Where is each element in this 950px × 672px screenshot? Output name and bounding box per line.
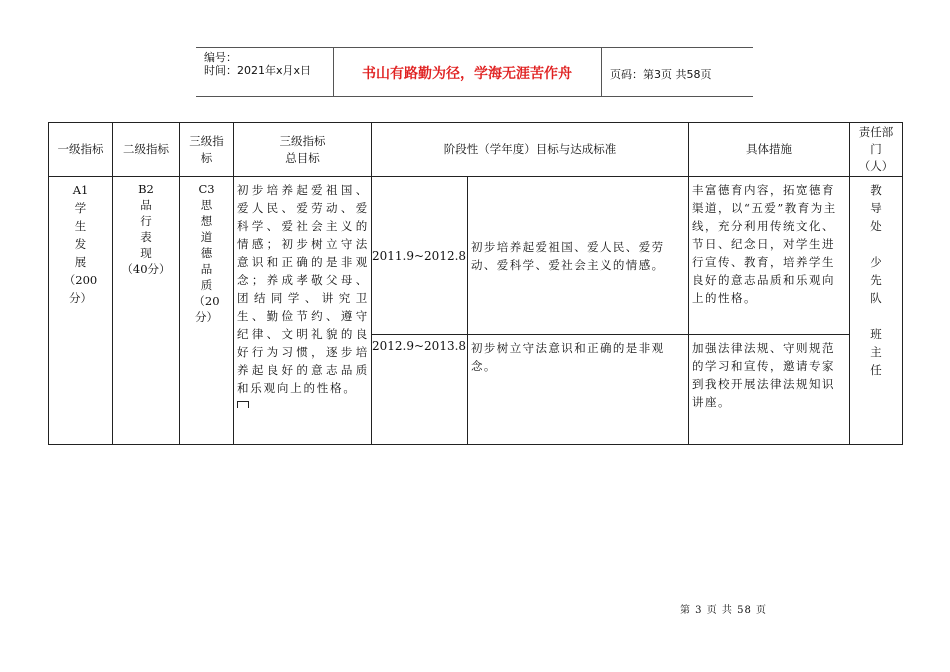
indicator-table — [48, 122, 903, 445]
measures-cell: 加强法律法规、守则规范的学习和宣传，邀请专家到我校开展法律法规知识讲座。 — [689, 335, 850, 445]
page-header — [196, 47, 753, 97]
period-cell: 2011.9~2012.8 — [372, 177, 468, 335]
overall-goal-cell — [234, 177, 372, 445]
header-level3-goal: 三级指标 总目标 — [234, 123, 372, 177]
header-stage-standard: 阶段性（学年度）目标与达成标准 — [372, 123, 689, 177]
document-number-label: 编号： — [204, 51, 237, 64]
header-level2: 二级指标 — [113, 123, 180, 177]
page-footer: 第 3 页 共 58 页 — [680, 605, 767, 616]
header-measures: 具体措施 — [689, 123, 850, 177]
header-level3: 三级指 标 — [180, 123, 234, 177]
table-header-row — [49, 123, 903, 177]
table-row — [49, 177, 903, 335]
measures-cell: 丰富德育内容，拓宽德育渠道，以“五爱”教育为主线，充分利用传统文化、节日、纪念日，对学生进行宣传、教育，培养学生良好的意志品质和乐观向上的性格。 — [689, 177, 850, 335]
level3-cell: C3 思 想 道 德 品 质 （20 分） — [180, 177, 234, 445]
header-divider — [601, 48, 602, 96]
standard-cell: 初步树立守法意识和正确的是非观念。 — [468, 335, 689, 445]
overall-goal-text: 初步培养起爱祖国、爱人民、爱劳动、爱科学、爱社会主义的情感；初步树立守法意识和正确的是非观念；养成孝敬父母、团结同学、讲究卫生、勤俭节约、遵守纪律、文明礼貌的良好行为习惯，逐步培养起良好的意志品质和乐观向上的性格。 — [237, 183, 369, 395]
document-date: 时间：2021年x月x日 — [204, 64, 312, 77]
header-motto: 书山有路勤为径，学海无涯苦作舟 — [362, 66, 572, 82]
period-cell: 2012.9~2013.8 — [372, 335, 468, 445]
level2-cell: B2 品 行 表 现 （40分） — [113, 177, 180, 445]
header-level1: 一级指标 — [49, 123, 113, 177]
header-responsible: 责任部 门 （人） — [850, 123, 903, 177]
level1-cell: A1 学 生 发 展 （200 分） — [49, 177, 113, 445]
bracket-mark — [237, 401, 249, 408]
standard-cell: 初步培养起爱祖国、爱人民、爱劳动、爱科学、爱社会主义的情感。 — [468, 177, 689, 335]
header-page-code: 页码：第3页 共58页 — [610, 68, 712, 81]
responsible-cell: 教 导 处 少 先 队 班 主 任 — [850, 177, 903, 445]
